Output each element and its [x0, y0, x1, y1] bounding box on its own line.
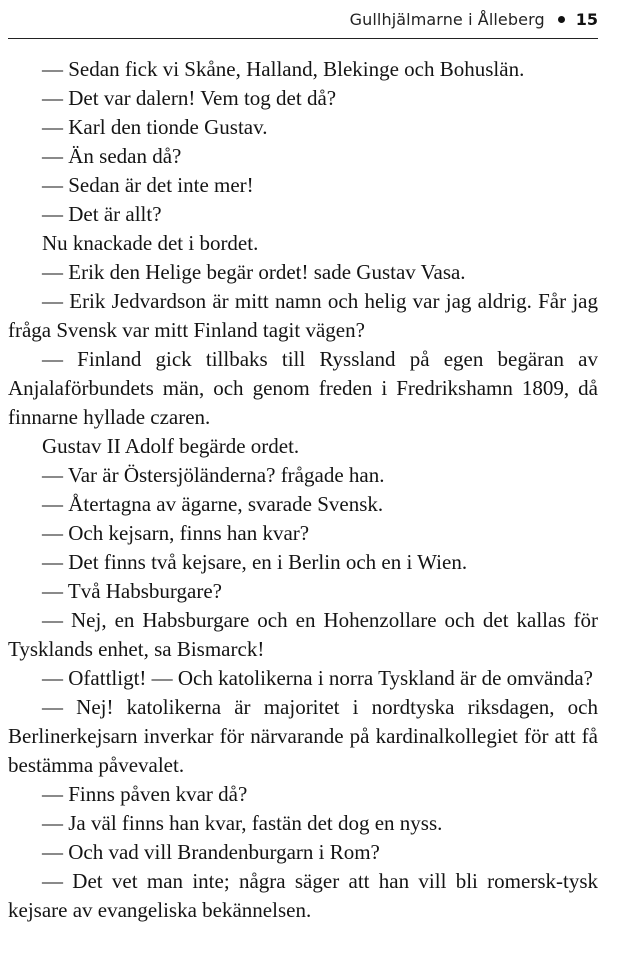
- paragraph: Nu knackade det i bordet.: [42, 231, 259, 255]
- paragraph: — Och kejsarn, finns han kvar?: [42, 521, 310, 545]
- paragraph: — Nej, en Habsburgare och en Hohenzollare och det kallas för Tysklands enhet, sa Bismarck!: [8, 608, 598, 661]
- paragraph: — Sedan är det inte mer!: [42, 173, 254, 197]
- paragraph: — Det är allt?: [42, 202, 162, 226]
- page-header: [8, 0, 598, 39]
- paragraph: — Två Habsburgare?: [42, 579, 222, 603]
- paragraph: — Det vet man inte; några säger att han vill bli romersk-tysk kejsare av evangeliska bekännelsen.: [8, 869, 598, 922]
- paragraph: — Sedan fick vi Skåne, Halland, Blekinge och Bohuslän.: [42, 57, 525, 81]
- page-number: 15: [575, 9, 598, 29]
- paragraph: — Återtagna av ägarne, svarade Svensk.: [42, 492, 384, 516]
- paragraph: — Än sedan då?: [42, 144, 182, 168]
- bullet-separator-icon: [558, 16, 565, 23]
- paragraph: — Erik Jedvardson är mitt namn och helig var jag aldrig. Får jag fråga Svensk var mitt Finland tagit vägen?: [8, 289, 598, 342]
- body-text: [8, 55, 598, 925]
- running-title: Gullhjälmarne i Ålleberg: [349, 9, 545, 29]
- paragraph: — Det var dalern! Vem tog det då?: [42, 86, 337, 110]
- paragraph: — Erik den Helige begär ordet! sade Gustav Vasa.: [42, 260, 466, 284]
- paragraph: — Ofattligt! — Och katolikerna i norra Tyskland är de omvända?: [42, 666, 593, 690]
- paragraph: — Och vad vill Brandenburgarn i Rom?: [42, 840, 380, 864]
- paragraph: Gustav II Adolf begärde ordet.: [42, 434, 300, 458]
- paragraph: — Det finns två kejsare, en i Berlin och en i Wien.: [42, 550, 468, 574]
- paragraph: — Finland gick tillbaks till Ryssland på egen begäran av Anjalaförbundets män, och genom freden i Fredrikshamn 1809, då finnarne hyllade czaren.: [8, 347, 598, 429]
- paragraph: — Karl den tionde Gustav.: [42, 115, 268, 139]
- paragraph: — Finns påven kvar då?: [42, 782, 248, 806]
- paragraph: — Ja väl finns han kvar, fastän det dog en nyss.: [42, 811, 443, 835]
- paragraph: — Nej! katolikerna är majoritet i nordtyska riksdagen, och Berlinerkejsarn inverkar för närvarande på kardinalkollegiet för att få bestämma påvevalet.: [8, 695, 598, 777]
- paragraph: — Var är Östersjöländerna? frågade han.: [42, 463, 385, 487]
